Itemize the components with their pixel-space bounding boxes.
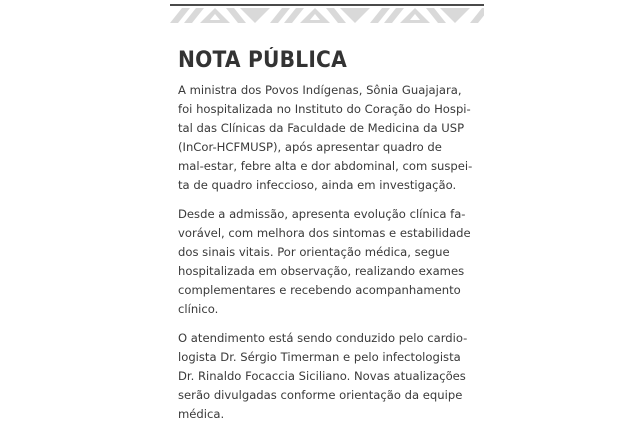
paragraph-1	[178, 81, 488, 195]
public-note-card	[170, 0, 484, 440]
text-line: O atendimento está sendo conduzido pelo cardio-	[178, 331, 468, 345]
geometric-pattern-icon	[170, 8, 484, 23]
text-line: hospitalizada em observação, realizando exames	[178, 264, 465, 278]
page-title: NOTA PÚBLICA	[178, 48, 347, 73]
text-line: dos sinais vitais. Por orientação médica, segue	[178, 245, 450, 259]
text-line: logista Dr. Sérgio Timerman e pelo infectologista	[178, 350, 461, 364]
paragraph-2	[178, 205, 488, 319]
top-divider	[170, 4, 484, 6]
text-line: A ministra dos Povos Indígenas, Sônia Guajajara,	[178, 83, 462, 97]
text-line: complementares e recebendo acompanhamento	[178, 283, 461, 297]
text-line: mal-estar, febre alta e dor abdominal, com suspei-	[178, 159, 473, 173]
text-line: Desde a admissão, apresenta evolução clínica fa-	[178, 207, 466, 221]
text-line: médica.	[178, 407, 225, 421]
text-line: clínico.	[178, 302, 219, 316]
text-line: tal das Clínicas da Faculdade de Medicina da USP	[178, 121, 465, 135]
text-line: Dr. Rinaldo Focaccia Siciliano. Novas atualizações	[178, 369, 466, 383]
text-line: (InCor-HCFMUSP), após apresentar quadro de	[178, 140, 442, 154]
note-body	[178, 81, 488, 434]
text-line: vorável, com melhora dos sintomas e estabilidade	[178, 226, 471, 240]
paragraph-3	[178, 329, 488, 424]
text-line: serão divulgadas conforme orientação da equipe	[178, 388, 463, 402]
text-line: ta de quadro infeccioso, ainda em investigação.	[178, 178, 457, 192]
text-line: foi hospitalizada no Instituto do Coração do Hospi-	[178, 102, 471, 116]
